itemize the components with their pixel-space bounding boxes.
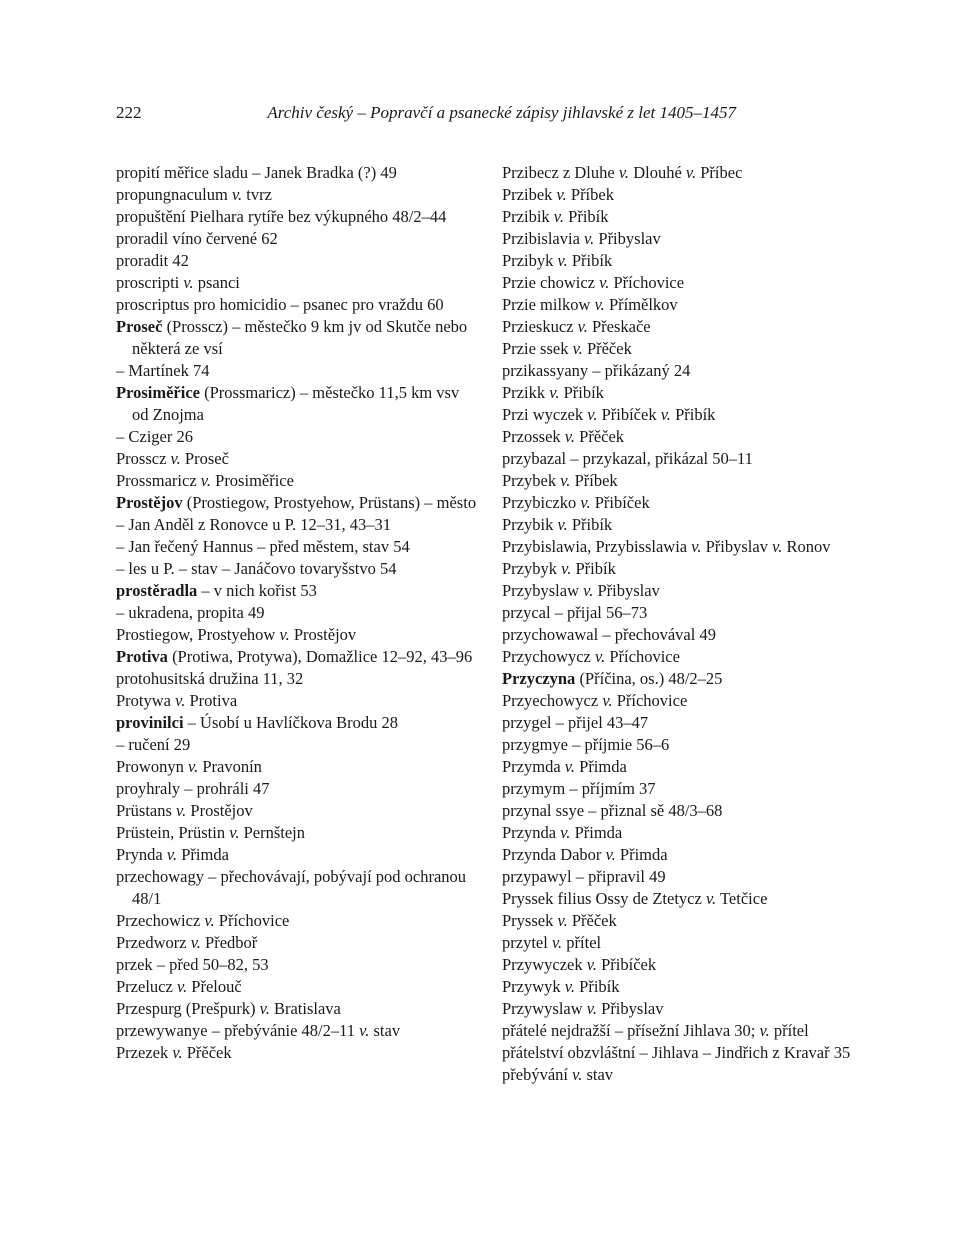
entry-text: Přeskače — [587, 317, 651, 336]
index-entry — [116, 360, 478, 382]
index-entry — [502, 206, 854, 228]
index-entry — [116, 712, 478, 734]
entry-text: Přibík — [567, 515, 613, 534]
see-reference: v. — [279, 625, 290, 644]
index-entry — [502, 536, 854, 558]
see-reference: v. — [176, 801, 187, 820]
see-reference: v. — [599, 273, 610, 292]
entry-text: Přěček — [182, 1043, 232, 1062]
see-reference: v. — [595, 647, 606, 666]
index-entry — [502, 250, 854, 272]
entry-text: Przezek — [116, 1043, 173, 1062]
entry-text: Příchovice — [612, 691, 688, 710]
entry-text: (Prossmaricz) – městečko 11,5 km vsv od Znojma — [132, 383, 460, 424]
entry-text: Przossek — [502, 427, 565, 446]
see-reference: v. — [564, 427, 576, 446]
index-entry — [502, 1064, 854, 1086]
index-entry — [116, 492, 478, 514]
entry-headword: Prostějov — [116, 493, 183, 512]
entry-text: Přibíček — [597, 405, 661, 424]
entry-text: Przechowicz — [116, 911, 205, 930]
see-reference: v. — [166, 845, 178, 864]
index-entry — [116, 778, 478, 800]
entry-text: Prosscz — [116, 449, 171, 468]
entry-text: přítel — [562, 933, 602, 952]
entry-text: stav — [582, 1065, 614, 1084]
index-entry — [116, 668, 478, 690]
index-entry — [116, 932, 478, 954]
entry-text: proyhraly – prohráli 47 — [116, 779, 270, 798]
entry-text: Přibík — [575, 977, 620, 996]
entry-text: (Prostiegow, Prostyehow, Prüstans) – město — [182, 493, 477, 512]
see-reference: v. — [557, 911, 568, 930]
see-reference: v. — [584, 229, 595, 248]
entry-text: Przybyslaw — [502, 581, 584, 600]
entry-text: (Příčina, os.) 48/2–25 — [575, 669, 723, 688]
see-reference: v. — [183, 273, 194, 292]
entry-text: Příbek — [570, 471, 618, 490]
index-entry — [116, 910, 478, 932]
index-entry — [116, 382, 478, 426]
entry-text: Přibíček — [597, 955, 657, 974]
entry-text: Pernštejn — [239, 823, 306, 842]
entry-text: Przie chowicz — [502, 273, 600, 292]
see-reference: v. — [560, 823, 571, 842]
entry-text: przek – před 50–82, 53 — [116, 955, 269, 974]
index-entry — [116, 272, 478, 294]
index-entry — [502, 910, 854, 932]
entry-headword: provinilci — [116, 713, 184, 732]
entry-text: Pryssek — [502, 911, 558, 930]
entry-text: Bratislava — [269, 999, 341, 1018]
index-entry — [502, 514, 854, 536]
see-reference: v. — [204, 911, 215, 930]
entry-text: – Martínek 74 — [116, 361, 210, 380]
entry-text: Přěček — [567, 911, 617, 930]
index-entry — [116, 690, 478, 712]
index-entry — [116, 822, 478, 844]
see-reference: v. — [190, 933, 201, 952]
entry-text: Přimda — [615, 845, 668, 864]
index-entry — [502, 294, 854, 316]
entry-text: Přěček — [582, 339, 632, 358]
index-entry — [116, 316, 478, 360]
entry-text: Přibyslav — [594, 229, 661, 248]
entry-text: Przibik — [502, 207, 554, 226]
index-entry — [116, 844, 478, 866]
index-entry — [116, 228, 478, 250]
see-reference: v. — [577, 317, 588, 336]
entry-text: Přibyslav — [597, 999, 664, 1018]
entry-text: Prowonyn — [116, 757, 188, 776]
entry-text: Przywyk — [502, 977, 565, 996]
entry-text: Prostějov — [186, 801, 253, 820]
entry-text: přátelé nejdražší – přísežní Jihlava 30; — [502, 1021, 760, 1040]
index-entry — [116, 206, 478, 228]
see-reference: v. — [580, 493, 591, 512]
see-reference: v. — [561, 559, 572, 578]
see-reference: v. — [759, 1021, 770, 1040]
entry-text: Přibík — [564, 207, 609, 226]
index-entry — [116, 536, 478, 558]
entry-text: propungnaculum — [116, 185, 232, 204]
index-entry — [116, 734, 478, 756]
see-reference: v. — [605, 845, 616, 864]
index-entry — [116, 1020, 478, 1042]
index-entry — [502, 976, 854, 998]
index-entry — [116, 514, 478, 536]
see-reference: v. — [594, 295, 605, 314]
entry-text: przikassyany – přikázaný 24 — [502, 361, 691, 380]
entry-text: Przybik — [502, 515, 558, 534]
entry-text: – Cziger 26 — [116, 427, 193, 446]
index-entry — [116, 558, 478, 580]
entry-text: przychowawal – přechovával 49 — [502, 625, 716, 644]
entry-text: Przi wyczek — [502, 405, 588, 424]
entry-text: Przie ssek — [502, 339, 573, 358]
entry-text: Přibík — [571, 559, 616, 578]
see-reference: v. — [602, 691, 613, 710]
entry-text: Przieskucz — [502, 317, 578, 336]
see-reference: v. — [560, 471, 571, 490]
entry-text: Przikk — [502, 383, 550, 402]
index-entry — [116, 646, 478, 668]
see-reference: v. — [564, 977, 576, 996]
see-reference: v. — [172, 1043, 183, 1062]
entry-text: Příbec — [696, 163, 743, 182]
index-column-right — [502, 162, 854, 1086]
entry-headword: Prosiměřice — [116, 383, 200, 402]
entry-text: Příbek — [566, 185, 614, 204]
index-column-left — [116, 162, 478, 1064]
entry-text: Prostiegow, Prostyehow — [116, 625, 280, 644]
page-number: 222 — [116, 103, 142, 122]
entry-text: Přelouč — [187, 977, 242, 996]
index-entry — [502, 338, 854, 360]
entry-text: Přimda — [575, 757, 627, 776]
running-title: Archiv český – Popravčí a psanecké zápisy jihlavské z let 1405–1457 — [267, 103, 736, 122]
entry-text: Prynda — [116, 845, 167, 864]
index-entry — [502, 756, 854, 778]
index-entry — [502, 470, 854, 492]
entry-text: Przymda — [502, 757, 565, 776]
entry-text: przynal ssye – přiznal sě 48/3–68 — [502, 801, 723, 820]
entry-text: protohusitská družina 11, 32 — [116, 669, 304, 688]
entry-text: – v nich kořist 53 — [197, 581, 317, 600]
index-entry — [502, 778, 854, 800]
entry-text: přítel — [769, 1021, 809, 1040]
entry-text: tvrz — [242, 185, 272, 204]
entry-text: Pryssek filius Ossy de Ztetycz — [502, 889, 706, 908]
entry-text: Přěček — [575, 427, 625, 446]
entry-text: Przynda — [502, 823, 561, 842]
entry-text: przymym – příjmím 37 — [502, 779, 656, 798]
see-reference: v. — [200, 471, 212, 490]
index-entry — [502, 822, 854, 844]
see-reference: v. — [705, 889, 717, 908]
entry-text: Przibecz z Dluhe — [502, 163, 619, 182]
entry-text: proscriptus pro homicidio – psanec pro vraždu 60 — [116, 295, 444, 314]
entry-text: (Protiwa, Protywa), Domažlice 12–92, 43–96 — [167, 647, 473, 666]
index-entry — [116, 866, 478, 910]
entry-text: Dlouhé — [629, 163, 686, 182]
entry-text: psanci — [193, 273, 240, 292]
entry-text: Przybiczko — [502, 493, 581, 512]
entry-text: stav — [369, 1021, 401, 1040]
entry-text: Prüstein, Prüstin — [116, 823, 230, 842]
index-entry — [116, 294, 478, 316]
index-entry — [116, 954, 478, 976]
index-entry — [502, 382, 854, 404]
entry-text: przycal – přijal 56–73 — [502, 603, 648, 622]
entry-text: (Prosscz) – městečko 9 km jv od Skutče nebo některá ze vsí — [132, 317, 468, 358]
index-entry — [502, 844, 854, 866]
index-entry — [502, 228, 854, 250]
entry-text: Przespurg (Prešpurk) — [116, 999, 260, 1018]
entry-text: Přimda — [177, 845, 229, 864]
index-entry — [116, 448, 478, 470]
entry-text: Proseč — [180, 449, 229, 468]
see-reference: v. — [587, 405, 598, 424]
entry-text: przygel – přijel 43–47 — [502, 713, 649, 732]
see-reference: v. — [187, 757, 199, 776]
entry-text: przygmye – příjmie 56–6 — [502, 735, 670, 754]
index-entry — [116, 800, 478, 822]
entry-text: přátelství obzvláštní – Jihlava – Jindřich z Kravař 35 — [502, 1043, 851, 1062]
entry-text: – ukradena, propita 49 — [116, 603, 265, 622]
entry-text: Pravonín — [198, 757, 262, 776]
see-reference: v. — [586, 999, 598, 1018]
index-entry — [116, 1042, 478, 1064]
see-reference: v. — [551, 933, 563, 952]
entry-text: Přibík — [670, 405, 716, 424]
index-entry — [502, 954, 854, 976]
index-entry — [116, 602, 478, 624]
index-entry — [502, 690, 854, 712]
entry-text: Przibislavia — [502, 229, 585, 248]
entry-text: Przywyslaw — [502, 999, 587, 1018]
see-reference: v. — [259, 999, 270, 1018]
entry-text: Tetčice — [716, 889, 768, 908]
index-entry — [502, 1020, 854, 1042]
index-entry — [502, 580, 854, 602]
index-entry — [502, 492, 854, 514]
see-reference: v. — [557, 515, 568, 534]
running-header — [116, 103, 736, 129]
index-entry — [502, 668, 854, 690]
see-reference: v. — [572, 339, 583, 358]
index-entry — [116, 580, 478, 602]
entry-text: propití měřice sladu – Janek Bradka (?) 49 — [116, 163, 397, 182]
see-reference: v. — [175, 691, 186, 710]
entry-text: Przynda Dabor — [502, 845, 606, 864]
entry-text: Przywyczek — [502, 955, 587, 974]
entry-text: Przibyk — [502, 251, 558, 270]
entry-text: Příchovice — [609, 273, 685, 292]
see-reference: v. — [556, 185, 567, 204]
index-entry — [502, 360, 854, 382]
index-entry — [502, 272, 854, 294]
entry-text: Protiva — [185, 691, 238, 710]
entry-text: Přibyslav — [701, 537, 773, 556]
index-entry — [502, 624, 854, 646]
see-reference: v. — [691, 537, 702, 556]
see-reference: v. — [553, 207, 565, 226]
index-entry — [502, 184, 854, 206]
index-entry — [502, 426, 854, 448]
entry-text: Přibyslav — [593, 581, 660, 600]
index-entry — [502, 866, 854, 888]
index-entry — [502, 404, 854, 426]
entry-text: Przybislawia, Przybisslawia — [502, 537, 692, 556]
index-entry — [116, 470, 478, 492]
entry-text: – Jan řečený Hannus – před městem, stav 54 — [116, 537, 410, 556]
entry-text: propuštění Pielhara rytíře bez výkupného 48/2–44 — [116, 207, 447, 226]
entry-text: přebývání — [502, 1065, 573, 1084]
index-entry — [502, 712, 854, 734]
entry-text: Protywa — [116, 691, 176, 710]
see-reference: v. — [583, 581, 594, 600]
entry-text: Przybek — [502, 471, 561, 490]
entry-text: Przyechowycz — [502, 691, 603, 710]
see-reference: v. — [557, 251, 568, 270]
entry-text: – Úsobí u Havlíčkova Brodu 28 — [183, 713, 399, 732]
index-entry — [502, 800, 854, 822]
entry-text: proscripti — [116, 273, 184, 292]
index-entry — [502, 998, 854, 1020]
entry-text: Przie milkow — [502, 295, 595, 314]
entry-text: Przibek — [502, 185, 557, 204]
entry-text: proradit 42 — [116, 251, 189, 270]
entry-text: przechowagy – přechovávají, pobývají pod ochranou 48/1 — [116, 867, 467, 908]
entry-text: Příchovice — [605, 647, 680, 666]
index-entry — [502, 602, 854, 624]
entry-text: Přibík — [559, 383, 604, 402]
index-entry — [502, 448, 854, 470]
entry-text: Przychowycz — [502, 647, 596, 666]
entry-text: Prosiměřice — [211, 471, 294, 490]
entry-text: Přimda — [570, 823, 623, 842]
index-entry — [116, 624, 478, 646]
entry-text: Przedworz — [116, 933, 191, 952]
index-entry — [502, 162, 854, 184]
entry-text: Przybyk — [502, 559, 562, 578]
entry-text: przewywanye – přebývánie 48/2–11 — [116, 1021, 360, 1040]
index-entry — [502, 932, 854, 954]
see-reference: v. — [618, 163, 630, 182]
index-entry — [502, 316, 854, 338]
see-reference: v. — [176, 977, 188, 996]
index-entry — [116, 162, 478, 184]
index-entry — [116, 426, 478, 448]
index-entry — [502, 888, 854, 910]
entry-headword: Proseč — [116, 317, 163, 336]
entry-text: Prossmaricz — [116, 471, 201, 490]
entry-text: przybazal – przykazal, přikázal 50–11 — [502, 449, 753, 468]
entry-text: Příchovice — [214, 911, 290, 930]
entry-headword: Przyczyna — [502, 669, 576, 688]
index-entry — [502, 1042, 854, 1064]
entry-text: Prüstans — [116, 801, 177, 820]
entry-text: Prostějov — [289, 625, 357, 644]
see-reference: v. — [231, 185, 243, 204]
entry-text: Přibík — [567, 251, 613, 270]
see-reference: v. — [685, 163, 697, 182]
index-entry — [116, 756, 478, 778]
see-reference: v. — [772, 537, 783, 556]
index-entry — [116, 998, 478, 1020]
see-reference: v. — [229, 823, 240, 842]
see-reference: v. — [660, 405, 671, 424]
see-reference: v. — [564, 757, 576, 776]
entry-headword: prostěradla — [116, 581, 198, 600]
entry-text: – les u P. – stav – Janáčovo tovaryšstvo 54 — [116, 559, 397, 578]
entry-text: Předboř — [200, 933, 258, 952]
entry-text: Přibíček — [590, 493, 650, 512]
index-entry — [502, 734, 854, 756]
index-entry — [502, 646, 854, 668]
see-reference: v. — [549, 383, 560, 402]
index-entry — [116, 250, 478, 272]
see-reference: v. — [586, 955, 597, 974]
entry-headword: Protiva — [116, 647, 168, 666]
entry-text: proradil víno červené 62 — [116, 229, 278, 248]
see-reference: v. — [359, 1021, 370, 1040]
entry-text: Przelucz — [116, 977, 177, 996]
see-reference: v. — [170, 449, 181, 468]
index-entry — [116, 976, 478, 998]
see-reference: v. — [572, 1065, 583, 1084]
entry-text: – Jan Anděl z Ronovce u P. 12–31, 43–31 — [116, 515, 391, 534]
entry-text: Ronov — [782, 537, 831, 556]
entry-text: przypawyl – připravil 49 — [502, 867, 666, 886]
entry-text: Přímělkov — [604, 295, 678, 314]
index-entry — [502, 558, 854, 580]
entry-text: – ručení 29 — [116, 735, 191, 754]
entry-text: przytel — [502, 933, 552, 952]
index-entry — [116, 184, 478, 206]
